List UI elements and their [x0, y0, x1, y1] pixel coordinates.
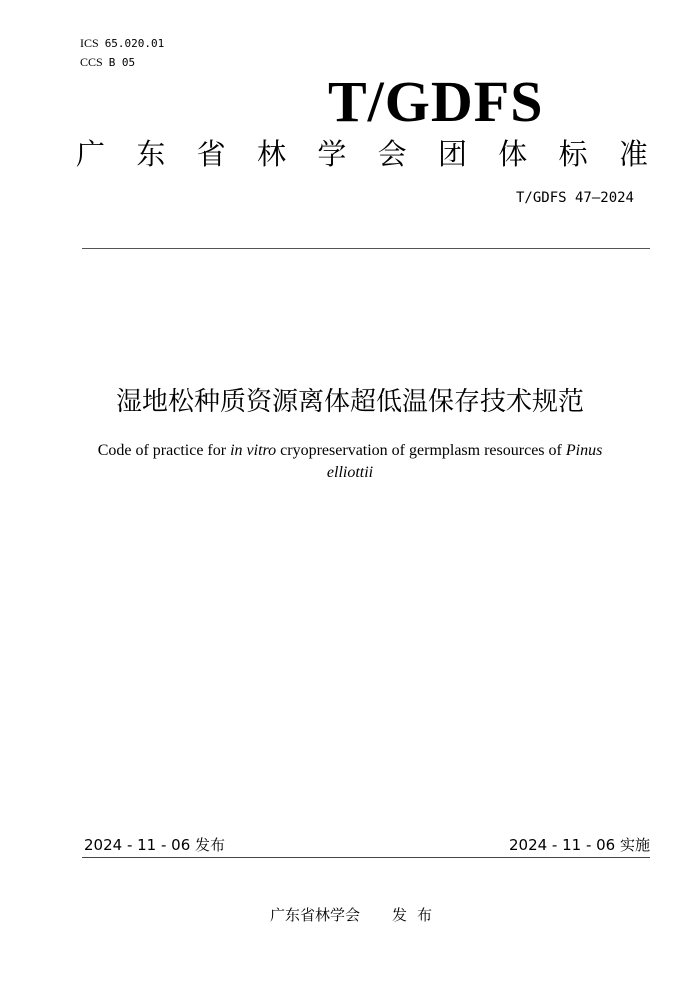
implementation-date: 2024 - 11 - 06 实施 — [508, 836, 650, 854]
standard-number: T/GDFS 47—2024 — [515, 190, 634, 206]
top-divider — [82, 248, 650, 249]
ccs-code: B 05 — [108, 56, 136, 69]
title-en-part2: cryopreservation of germplasm resources of — [276, 442, 566, 459]
publisher-action: 发布 — [392, 906, 443, 924]
org-char: 会 — [377, 137, 407, 171]
org-char: 标 — [558, 137, 588, 171]
org-char: 广 — [76, 137, 106, 171]
org-char: 林 — [256, 137, 286, 171]
title-en-italic2: Pinus elliottii — [326, 442, 603, 481]
org-char: 学 — [317, 137, 347, 171]
title-chinese: 湿地松种质资源离体超低温保存技术规范 — [115, 387, 584, 417]
standard-logo: T/GDFS — [328, 69, 544, 134]
org-char: 准 — [618, 137, 648, 171]
ics-line — [80, 34, 164, 53]
ccs-line — [80, 53, 164, 72]
title-en-italic1: in vitro — [230, 442, 277, 459]
issue-date: 2024 - 11 - 06 发布 — [84, 836, 226, 854]
publisher-name: 广东省林学会 — [270, 906, 361, 924]
ics-code: 65.020.01 — [104, 37, 165, 50]
organization-name — [76, 134, 648, 174]
bottom-divider — [82, 857, 650, 858]
ccs-label: CCS — [80, 55, 103, 69]
title-en-part1: Code of practice for — [97, 442, 231, 459]
org-char: 东 — [136, 137, 166, 171]
title-english — [90, 440, 610, 484]
org-char: 省 — [196, 137, 226, 171]
ics-label: ICS — [80, 36, 99, 50]
org-char: 团 — [437, 137, 467, 171]
classification-codes — [80, 34, 164, 72]
publisher-line — [270, 904, 442, 925]
org-char: 体 — [498, 137, 528, 171]
